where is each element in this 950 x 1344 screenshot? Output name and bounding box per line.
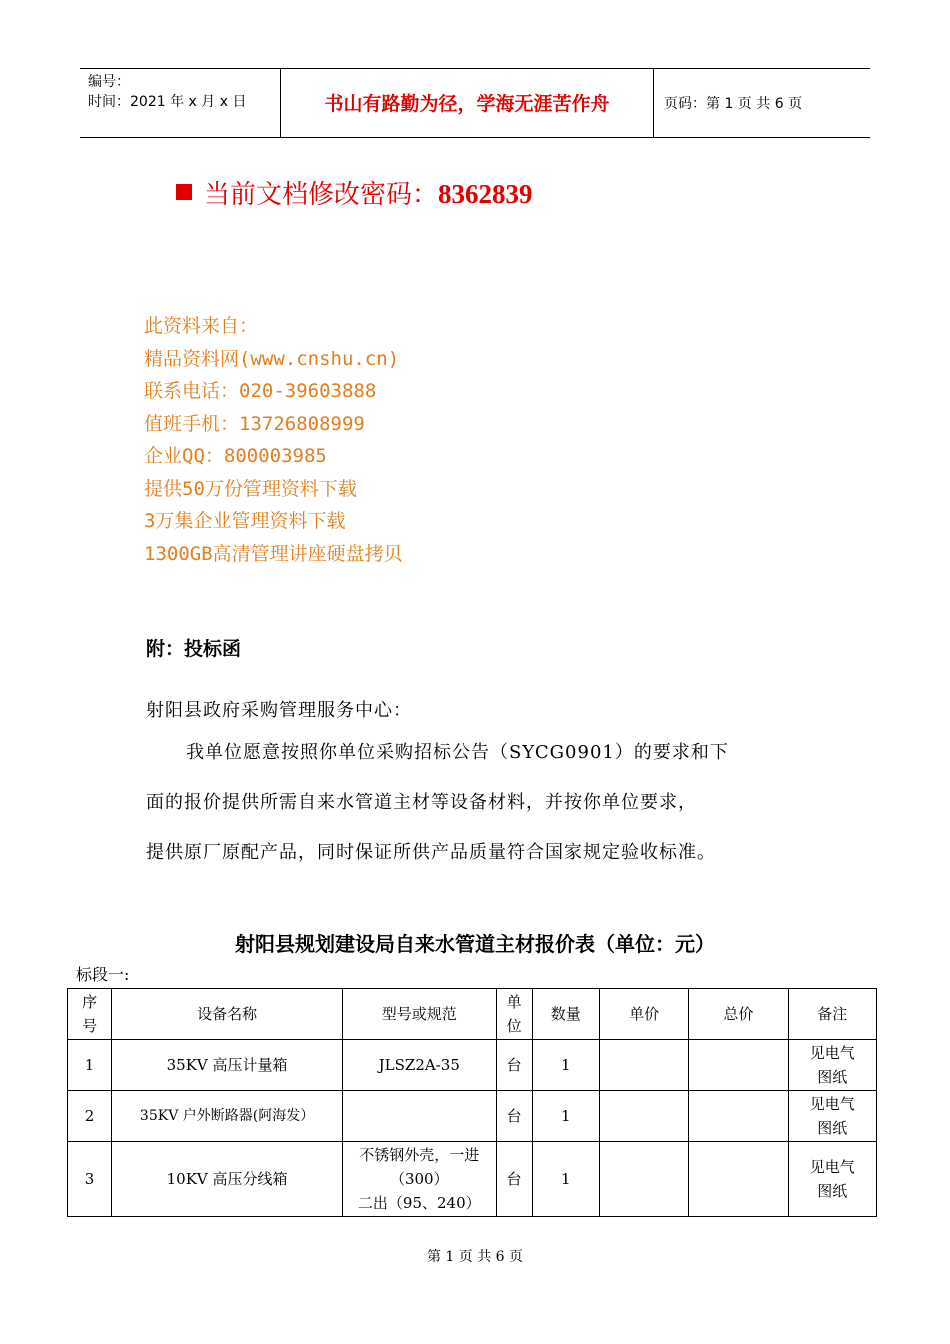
source-line: 精品资料网(www.cnshu.cn) [144,347,400,370]
page-header [80,68,870,138]
cell-unit: 台 [496,1040,532,1091]
source-line: 企业QQ：800003985 [144,445,327,467]
header-cell: 单位 [496,989,532,1040]
cell-name: 35KV 户外断路器(阿海发） [112,1091,343,1142]
model-line: （300） [389,1170,449,1188]
header-cell: 总价 [689,989,788,1040]
table-row [68,1040,877,1091]
cell-name: 10KV 高压分线箱 [112,1142,343,1217]
model-line: 不锈钢外壳，一进 [359,1146,480,1164]
cell-total[interactable] [689,1091,788,1142]
table-title: 射阳县规划建设局自来水管道主材报价表（单位：元） [235,932,715,956]
header-cell: 型号或规范 [343,989,497,1040]
cell-unit: 台 [496,1091,532,1142]
cell-price[interactable] [599,1142,688,1217]
letter-line: 我单位愿意按照你单位采购招标公告（SYCG0901）的要求和下 [186,742,729,763]
cell-no: 2 [68,1091,112,1142]
cell-model: JLSZ2A-35 [343,1040,497,1091]
doc-time-label: 时间：2021 年 x 月 x 日 [88,94,247,110]
cell-no: 3 [68,1142,112,1217]
table-row [68,1091,877,1142]
cell-note: 见电气图纸 [788,1040,876,1091]
cell-note: 见电气图纸 [788,1091,876,1142]
cell-no: 1 [68,1040,112,1091]
quotation-table [67,988,877,1217]
cell-unit: 台 [496,1142,532,1217]
header-page-number: 页码：第 1 页 共 6 页 [664,96,803,112]
cell-model [343,1091,497,1142]
letter-recipient: 射阳县政府采购管理服务中心： [146,700,412,721]
source-line: 此资料来自： [144,315,259,337]
cell-model [343,1142,497,1217]
letter-line: 面的报价提供所需自来水管道主材等设备材料，并按你单位要求， [146,792,697,813]
password-notice [176,174,533,211]
attachment-heading: 附：投标函 [146,638,242,660]
cell-qty: 1 [532,1091,599,1142]
cell-price[interactable] [599,1040,688,1091]
header-cell: 单价 [599,989,688,1040]
doc-number-label: 编号： [88,74,130,90]
cell-price[interactable] [599,1091,688,1142]
source-line: 值班手机：13726808999 [144,412,365,435]
square-bullet-icon [176,184,192,200]
header-cell: 设备名称 [112,989,343,1040]
cell-qty: 1 [532,1040,599,1091]
table-row [68,1142,877,1217]
header-motto: 书山有路勤为径，学海无涯苦作舟 [281,69,654,137]
segment-label: 标段一: [76,965,130,984]
source-line: 1300GB高清管理讲座硬盘拷贝 [144,542,403,565]
cell-total[interactable] [689,1142,788,1217]
source-line: 提供50万份管理资料下载 [144,477,357,500]
header-cell: 备注 [788,989,876,1040]
letter-line: 提供原厂原配产品，同时保证所供产品质量符合国家规定验收标准。 [146,842,716,863]
cell-qty: 1 [532,1142,599,1217]
header-cell: 序号 [68,989,112,1040]
password-code: 8362839 [438,179,533,209]
model-line: 二出（95、240） [357,1194,481,1212]
table-header-row [68,989,877,1040]
password-label: 当前文档修改密码： [204,180,439,210]
source-line: 3万集企业管理资料下载 [144,510,346,532]
source-info [144,310,403,570]
page-footer: 第 1 页 共 6 页 [426,1249,524,1265]
header-meta [80,69,281,137]
cell-note: 见电气图纸 [788,1142,876,1217]
source-line: 联系电话：020-39603888 [144,380,377,402]
cell-name: 35KV 高压计量箱 [112,1040,343,1091]
cell-total[interactable] [689,1040,788,1091]
header-cell: 数量 [532,989,599,1040]
